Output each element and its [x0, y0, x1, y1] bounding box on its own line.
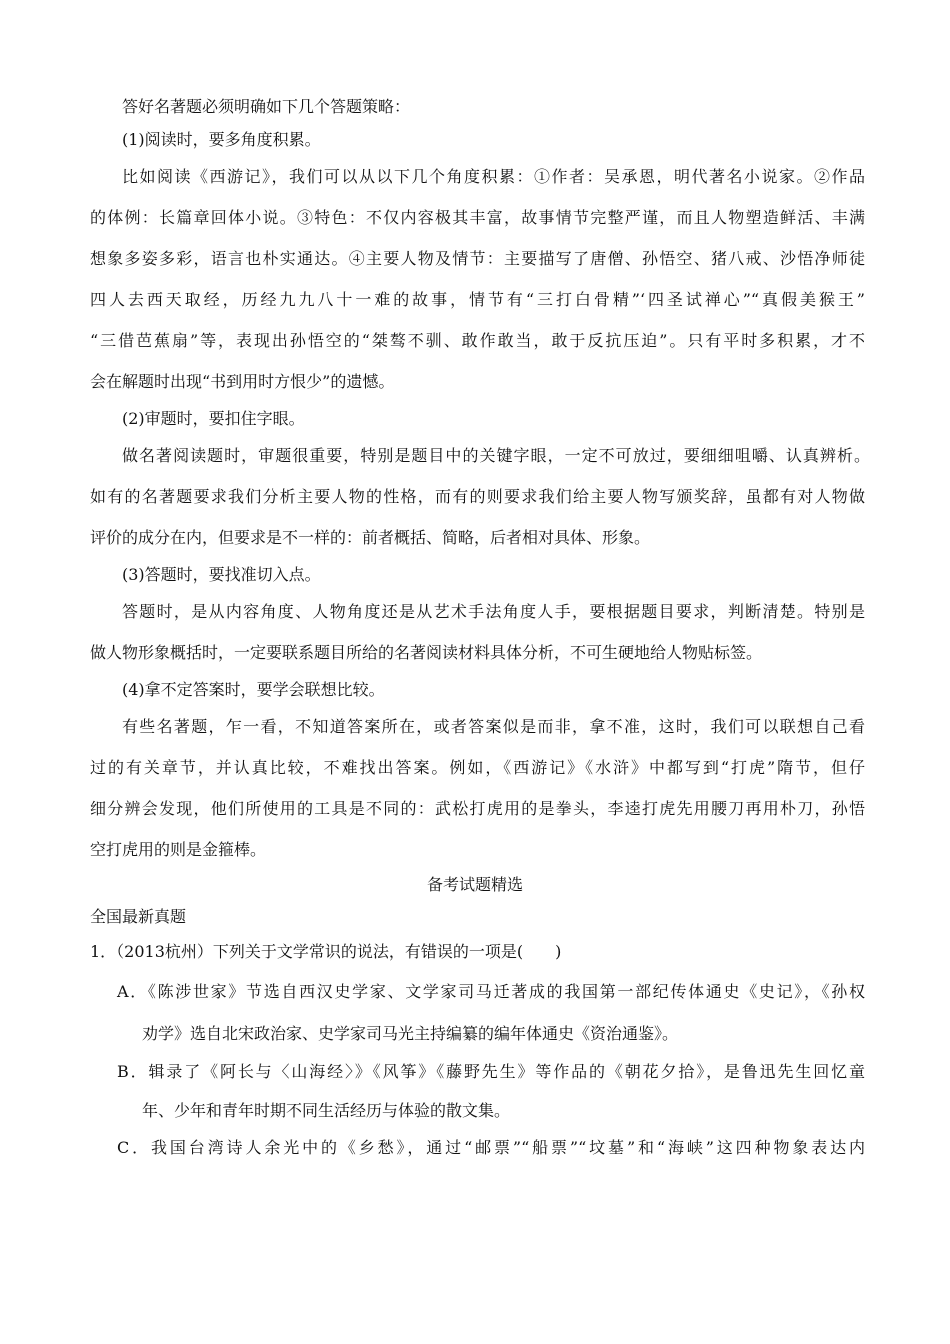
strategy-1-paragraph-line: 想象多姿多彩，语言也朴实通达。④主要人物及情节：主要描写了唐僧、孙悟空、猪八戒、沙悟净师徒 [90, 249, 865, 268]
intro-line: 答好名著题必须明确如下几个答题策略： [122, 97, 411, 116]
strategy-1-paragraph-line: 会在解题时出现“书到用时方恨少”的遗憾。 [90, 372, 395, 391]
strategy-2-heading: (2)审题时，要扣住字眼。 [122, 409, 305, 428]
strategy-1-paragraph-line: 的体例：长篇章回体小说。③特色：不仅内容极其丰富，故事情节完整严谨，而且人物塑造鲜活、丰满 [90, 208, 865, 227]
strategy-4-paragraph-line: 空打虎用的则是金箍棒。 [90, 840, 267, 859]
strategy-3-paragraph-line: 做人物形象概括时，一定要联系题目所给的名著阅读材料具体分析，不可生硬地给人物贴标签。 [90, 643, 763, 662]
strategy-1-paragraph-line: 四人去西天取经，历经九九八十一难的故事，情节有“三打白骨精”‘四圣试禅心”“真假美猴王” [90, 290, 865, 309]
question-1: 1．（2013杭州）下列关于文学常识的说法，有错误的一项是( ) [90, 942, 562, 961]
option-a-line: 劝学》选自北宋政治家、史学家司马光主持编纂的编年体通史《资治通鉴》。 [142, 1024, 679, 1043]
strategy-2-paragraph-line: 做名著阅读题时，审题很重要，特别是题目中的关键字眼，一定不可放过，要细细咀嚼、认真辨析。 [122, 446, 870, 465]
strategy-1-heading: (1)阅读时，要多角度积累。 [122, 130, 321, 149]
strategy-4-paragraph-line: 细分辨会发现，他们所使用的工具是不同的：武松打虎用的是拳头，李逵打虎先用腰刀再用朴刀，孙悟 [90, 799, 865, 818]
section-title: 备考试题精选 [426, 875, 523, 894]
strategy-3-heading: (3)答题时，要找准切入点。 [122, 565, 321, 584]
subsection-title: 全国最新真题 [90, 907, 187, 926]
strategy-4-paragraph-line: 过的有关章节，并认真比较，不难找出答案。例如，《西游记》《水浒》中都写到“打虎”隋节，但仔 [90, 758, 865, 777]
strategy-3-paragraph-line: 答题时，是从内容角度、人物角度还是从艺术手法角度人手，要根据题目要求，判断清楚。特别是 [122, 602, 865, 621]
option-a-line: A．《陈涉世家》节选自西汉史学家、文学家司马迁著成的我国第一部纪传体通史《史记》，《孙权 [117, 982, 865, 1001]
strategy-2-paragraph-line: 如有的名著题要求我们分析主要人物的性格，而有的则要求我们给主要人物写颁奖辞，虽都有对人物做 [90, 487, 865, 506]
option-c-line: C．我国台湾诗人余光中的《乡愁》，通过“邮票”“船票”“坟墓”和“海峡”这四种物象表达内 [117, 1138, 865, 1157]
strategy-1-paragraph-line: “三借芭蕉扇”等，表现出孙悟空的“桀骜不驯、敢作敢当，敢于反抗压迫”。只有平时多积累，才不 [90, 331, 865, 350]
strategy-4-heading: (4)拿不定答案时，要学会联想比较。 [122, 680, 385, 699]
strategy-1-paragraph-line: 比如阅读《西游记》，我们可以从以下几个角度积累：①作者：吴承恩，明代著名小说家。②作品 [122, 167, 865, 186]
strategy-2-paragraph-line: 评价的成分在内，但要求是不一样的：前者概括、简略，后者相对具体、形象。 [90, 528, 651, 547]
option-b-line: 年、少年和青年时期不同生活经历与体验的散文集。 [142, 1101, 511, 1120]
strategy-4-paragraph-line: 有些名著题，乍一看，不知道答案所在，或者答案似是而非，拿不准，这时，我们可以联想自己看 [122, 717, 865, 736]
option-b-line: B．辑录了《阿长与〈山海经〉》《风筝》《藤野先生》等作品的《朝花夕拾》，是鲁迅先生回忆童 [117, 1062, 865, 1081]
